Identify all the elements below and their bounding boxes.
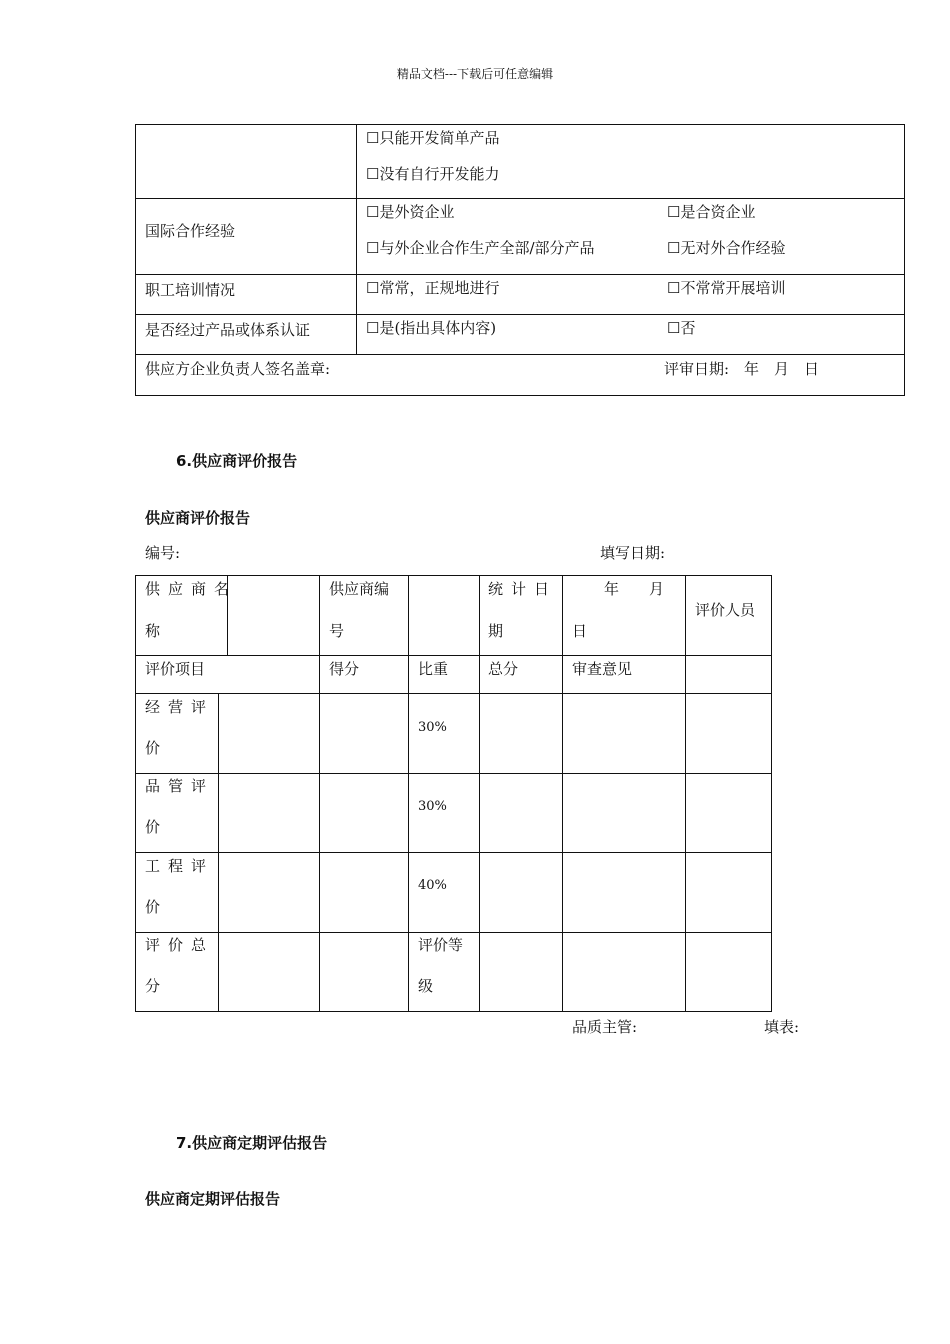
supplier-name-label-cont: 称 [145, 622, 161, 640]
col-score: 得分 [329, 660, 360, 678]
weight-quality: 30% [418, 799, 447, 814]
page-header: 精品文档---下载后可任意编辑 [396, 67, 554, 81]
option-joint-venture[interactable]: ☐是合资企业 [667, 203, 756, 221]
stat-date-label-cont: 期 [488, 622, 504, 640]
table-row-engineering-eval-cont: 价 [145, 898, 161, 916]
table-row-quality-eval: 品管评 [145, 777, 215, 795]
supplier-name-label: 供应商名 [145, 580, 238, 598]
option-no-dev-capability[interactable]: ☐没有自行开发能力 [366, 165, 500, 183]
stat-date-label: 统计日 [488, 580, 558, 598]
section-7-subtitle: 供应商定期评估报告 [145, 1190, 281, 1208]
col-evaluation-item: 评价项目 [145, 660, 206, 678]
option-irregular-training[interactable]: ☐不常常开展培训 [667, 279, 786, 297]
year-month-label: 年 月 [604, 580, 665, 598]
option-foreign-enterprise[interactable]: ☐是外资企业 [366, 203, 455, 221]
certification-label: 是否经过产品或体系认证 [145, 321, 311, 339]
quality-manager-label: 品质主管: [572, 1018, 638, 1036]
option-simple-products-only[interactable]: ☐只能开发简单产品 [366, 129, 500, 147]
table-row-quality-eval-cont: 价 [145, 818, 161, 836]
table-row-engineering-eval: 工程评 [145, 857, 215, 875]
day-label: 日 [572, 622, 588, 640]
table-row-business-eval-cont: 价 [145, 739, 161, 757]
grade-label: 评价等 [418, 936, 464, 954]
table-row-total-score: 评价总 [145, 936, 215, 954]
section-6-subtitle: 供应商评价报告 [145, 509, 251, 527]
table-row-total-score-cont: 分 [145, 977, 161, 995]
supplier-no-label: 供应商编 [329, 580, 390, 598]
number-label: 编号: [145, 544, 181, 562]
weight-engineering: 40% [418, 878, 447, 893]
supplier-no-label-cont: 号 [329, 622, 345, 640]
fill-date-label: 填写日期: [600, 544, 666, 562]
review-date-label: 评审日期: 年 月 日 [664, 360, 820, 378]
grade-label-cont: 级 [418, 977, 434, 995]
weight-business: 30% [418, 720, 447, 735]
option-certified-no[interactable]: ☐否 [667, 319, 696, 337]
table-row-business-eval: 经营评 [145, 698, 215, 716]
col-weight: 比重 [418, 660, 449, 678]
option-no-foreign-cooperation[interactable]: ☐无对外合作经验 [667, 239, 786, 257]
section-6-heading: 6.供应商评价报告 [176, 452, 298, 470]
section-7-heading: 7.供应商定期评估报告 [176, 1134, 328, 1152]
intl-cooperation-label: 国际合作经验 [145, 222, 236, 240]
col-review-opinion: 审查意见 [572, 660, 633, 678]
filled-by-label: 填表: [764, 1018, 800, 1036]
option-certified-yes[interactable]: ☐是(指出具体内容) [366, 319, 497, 337]
option-regular-training[interactable]: ☐常常，正规地进行 [366, 279, 500, 297]
option-cooperative-production[interactable]: ☐与外企业合作生产全部/部分产品 [366, 239, 595, 257]
staff-training-label: 职工培训情况 [145, 281, 236, 299]
evaluator-label: 评价人员 [695, 601, 756, 619]
signature-label: 供应方企业负责人签名盖章: [145, 360, 331, 378]
col-total: 总分 [488, 660, 519, 678]
